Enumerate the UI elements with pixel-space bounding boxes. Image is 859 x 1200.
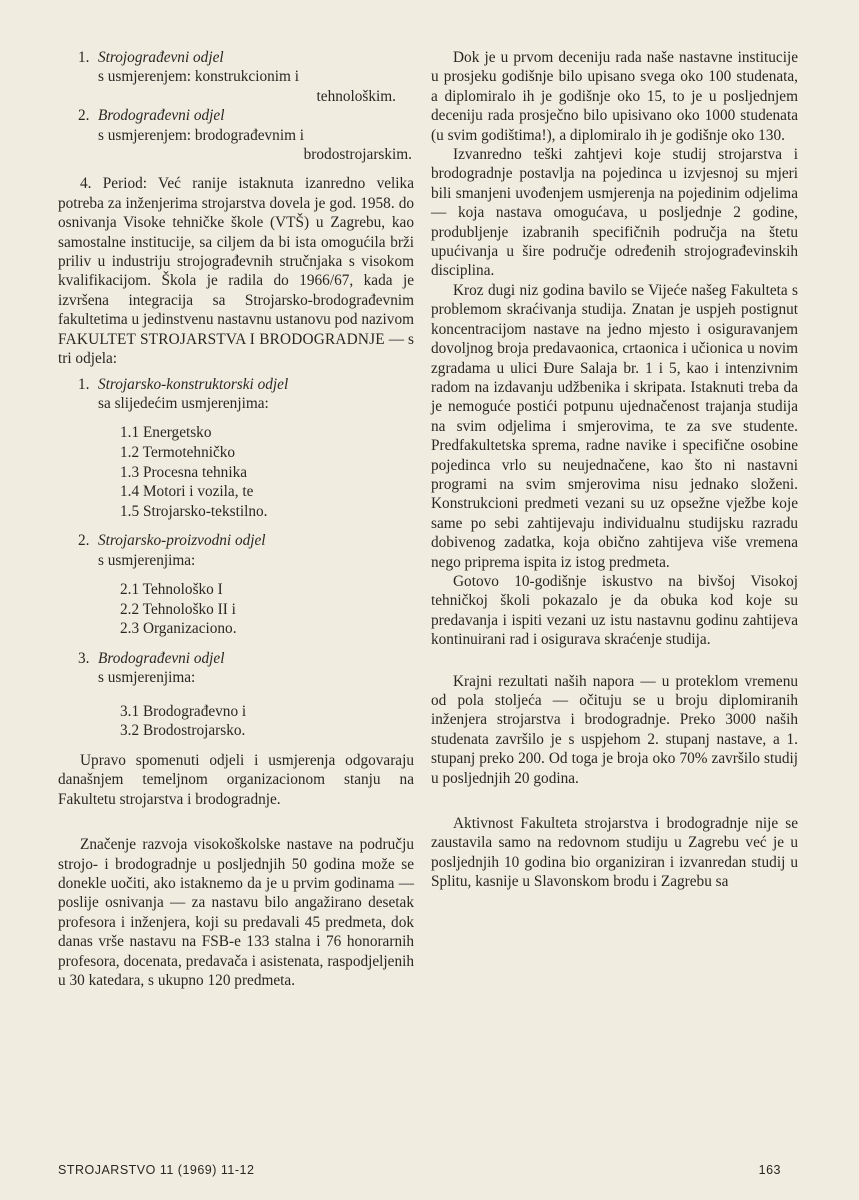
specialization-item: 1.1 Energetsko xyxy=(120,424,212,442)
right-column xyxy=(431,48,798,892)
department-item xyxy=(78,649,414,741)
paragraph-upravo: Upravo spomenuti odjeli i usmjerenja odgovaraju današnjem temeljnom organizacionom stanju na Fakultetu strojarstva i brodogradnje. xyxy=(58,751,414,808)
paragraph-shortening: Kroz dugi niz godina bavilo se Vijeće našeg Fakulteta s problemom skraćivanja studija. Znatan je uspjeh postignut koncentracijom nastave na jedno mjesto i osiguravanjem dovoljnog broja predavaonica, crtaonica i učionica u novim zgradama u ulici Đure Salaja br. 1 i 5, kao i intenzivnim radom na izdavanju udžbenika i skripata. Istaknuti treba da je nemoguće postići potpunu ujednačenost trajanja studija na svim odjelima i smjerovima, te za sve studente. Predfakultetska sprema, radne navike i specifične osobine pojedinca vrlo su neujednačene, kao što ni nastavni programi na svim smjerovima nisu jednako složeni. Konstrukcioni predmeti vezani su uz opsežne vježbe koje same po sebi zahtijevaju individualnu studijsku razradu dobivenog zadatka, koja obično zahtijeva više vremena nego priprema ispita iz istog predmeta. xyxy=(431,281,798,571)
list-line: tehnološkim. xyxy=(316,87,396,105)
department-item xyxy=(78,531,414,639)
list-line: s usmjerenjem: brodograđevnim i xyxy=(98,126,305,144)
list-number: 2. xyxy=(78,532,90,550)
department-intro: sa slijedećim usmjerenjima: xyxy=(98,394,269,412)
department-list xyxy=(58,375,414,741)
list-number: 2. xyxy=(78,107,90,125)
list-line: s usmjerenjem: konstrukcionim i xyxy=(98,68,299,86)
department-title: Brodograđevni odjel xyxy=(98,107,225,125)
list-number: 3. xyxy=(78,649,90,667)
list-item xyxy=(58,48,414,106)
paragraph-text: — s tri odjela: xyxy=(58,330,414,368)
specialization-item: 3.1 Brodograđevno i xyxy=(120,702,247,720)
specialization-item: 2.3 Organizaciono. xyxy=(120,620,237,638)
specialization-item: 2.1 Tehnološko I xyxy=(120,581,223,599)
department-title: Brodograđevni odjel xyxy=(98,649,225,667)
paragraph-requirements: Izvanredno teški zahtjevi koje studij strojarstva i brodogradnje postavlja na pojedinca u izvjesnoj su mjeri bili smanjeni uvođenjem usmjerenja na pojedinim odjelima — koja nastava omogućava, u posljednje 2 godine, produbljenje izabranih specifičnih područja na štetu upućivanja u šire područje određenih strojograđevinskih disciplina. xyxy=(431,146,798,280)
list-line: brodostrojarskim. xyxy=(303,146,412,164)
department-item xyxy=(78,375,414,522)
paragraph-experience: Gotovo 10-godišnje iskustvo na bivšoj Visokoj tehničkoj školi pokazalo je da obuka kod koje su predavanja i ispiti vezani uz istu nastavnu godinu zahtijeva kontinuirani rad i osigurava skraćenje studija. xyxy=(431,572,798,649)
department-intro: s usmjerenjima: xyxy=(98,551,196,569)
list-number: 1. xyxy=(78,49,90,66)
specialization-item: 1.2 Termotehničko xyxy=(120,443,236,461)
journal-citation: STROJARSTVO 11 (1969) 11-12 xyxy=(58,1163,255,1177)
specialization-item: 1.3 Procesna tehnika xyxy=(120,463,248,481)
specialization-item: 2.2 Tehnološko II i xyxy=(120,600,236,618)
department-title: Strojarsko-proizvodni odjel xyxy=(98,532,266,550)
specialization-item: 1.4 Motori i vozila, te xyxy=(120,483,254,501)
department-title: Strojograđevni odjel xyxy=(98,49,224,66)
paragraph-text: 4. Period: Već ranije istaknuta izanredno velika potreba za inženjerima strojarstva dovela je god. 1958. do osnivanja Visoke tehničke škole (VTŠ) u Zagrebu, kao samostalne institucije, sa ciljem da bi ista omogućila brži priliv u industriju strojograđevnih stručnjaka s visokom kvalifikacijom. Škola je radila do 1966/67, kada je izvršena integracija sa Strojarsko-brodograđevnim fakultetima u jedinstvenu nastavnu ustanovu pod nazivom xyxy=(58,175,415,329)
left-column xyxy=(58,48,414,990)
paragraph-period xyxy=(58,174,414,368)
specialization-item: 1.5 Strojarsko-tekstilno. xyxy=(120,502,268,520)
list-number: 1. xyxy=(78,375,90,393)
department-title: Strojarsko-konstruktorski odjel xyxy=(98,375,289,393)
list-item xyxy=(58,106,414,164)
specialization-item: 3.2 Brodostrojarsko. xyxy=(120,722,246,740)
specialization-list xyxy=(78,580,414,639)
paragraph-znacenje: Značenje razvoja visokoškolske nastave na području strojo- i brodogradnje u posljednjih 50 godina može se donekle uočiti, ako istaknemo da je u prvim godinama — poslije osnivanja — za nastavu bilo angažirano desetak profesora i inženjera, koji su predavali 45 predmeta, dok danas vrše nastavu na FSB-e 133 stalna i 76 honorarnih profesora, docenata, predavača i asistenata, raspodjeljenih u 30 katedara, s ukupno 120 predmeta. xyxy=(58,836,414,989)
department-intro: s usmjerenjima: xyxy=(98,669,196,687)
specialization-list xyxy=(78,702,414,741)
paragraph-results: Krajni rezultati naših napora — u proteklom vremenu od pola stoljeća — očituju se u broju diplomiranih inženjera strojarstva i brodogradnje. Preko 3000 naših studenata završilo je s uspjehom 2. stupanj nastave, a 1. stupanj preko 200. Od toga je broja oko 70% završilo studij u posljednjih 20 godina. xyxy=(431,672,798,787)
faculty-name: FAKULTET STROJARSTVA I BRODOGRADNJE xyxy=(58,330,385,348)
page-number: 163 xyxy=(758,1163,781,1177)
paragraph-enrollment: Dok je u prvom deceniju rada naše nastavne institucije u prosjeku godišnje bilo upisano svega oko 100 studenata, a diplomiralo ih je godišnje oko 15, to je u posljednjem deceniju rada prosječno bilo upisivano oko 1000 studenata (u svim godištima!), a diplomiralo ih je godišnje oko 130. xyxy=(431,49,798,144)
paragraph-activity: Aktivnost Fakulteta strojarstva i brodogradnje nije se zaustavila samo na redovnom studiju u Zagrebu već je u posljednjih 10 godina bio organiziran i izvanredan studij u Splitu, kasnije u Slavonskom brodu i Zagrebu sa xyxy=(431,815,798,891)
specialization-list xyxy=(78,423,414,521)
